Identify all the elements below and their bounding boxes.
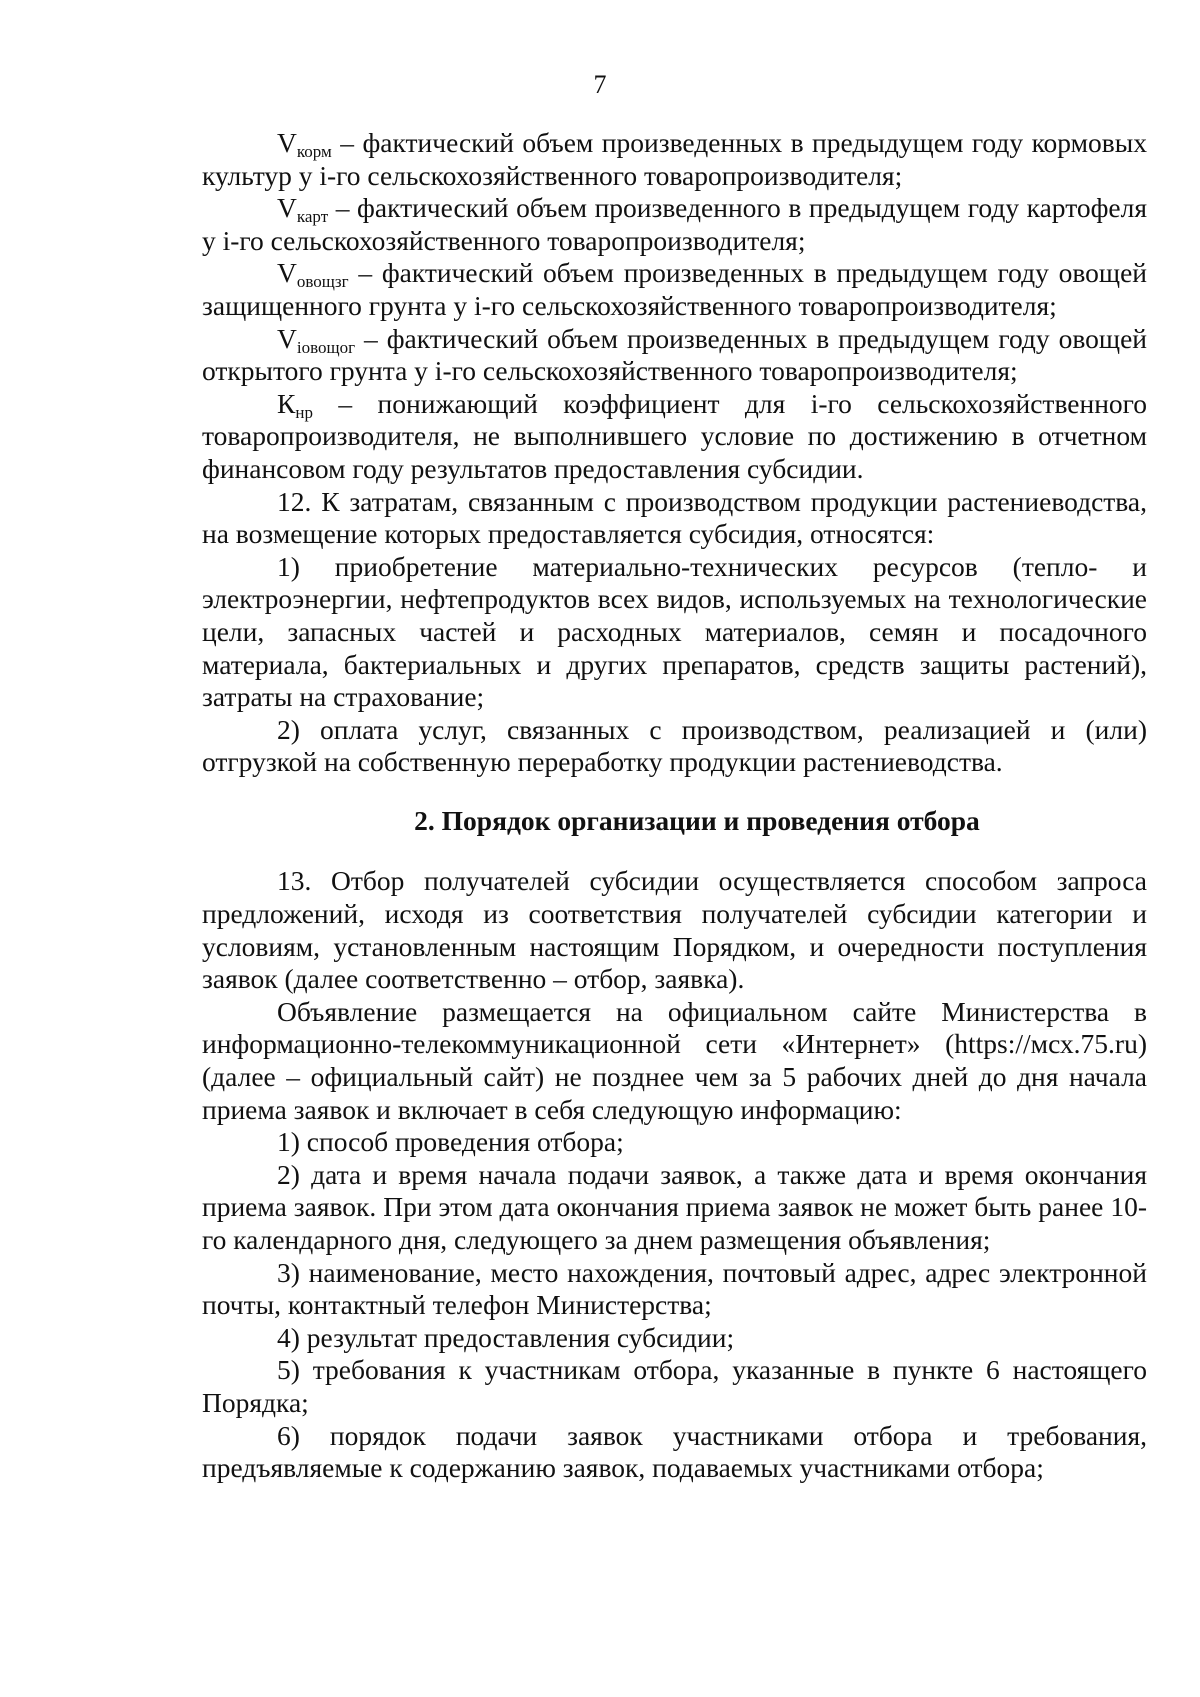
paragraph-13: 13. Отбор получателей субсидии осуществляется способом запроса предложений, исходя из соответствия получателей субсидии категории и условиям, установленным настоящим Порядком, и очередности поступления заявок (далее соответственно – отбор, заявка). (202, 865, 1147, 995)
definition-text: – фактический объем произведенных в предыдущем году овощей открытого грунта у i-го сельскохозяйственного товаропроизводителя; (202, 322, 1147, 387)
definition-symbol: V (277, 322, 297, 354)
definition-text: – фактический объем произведенных в предыдущем году кормовых культур у i-го сельскохозяйственного товаропроизводителя; (202, 127, 1147, 191)
definition-text: – фактический объем произведенного в предыдущем году картофеля у i-го сельскохозяйственного товаропроизводителя; (202, 192, 1147, 256)
definition-v-kart (202, 192, 1147, 257)
definition-subscript: карт (296, 207, 329, 227)
announcement-paragraph: Объявление размещается на официальном сайте Министерства в информационно-телекоммуникационной сети «Интернет» (https://мсх.75.ru) (далее – официальный сайт) не позднее чем за 5 рабочих дней до дня начала приема заявок и включает в себя следующую информацию: (202, 995, 1147, 1125)
definition-subscript: овощзг (296, 272, 349, 292)
definition-subscript: нр (295, 402, 313, 422)
definition-symbol: К (277, 387, 296, 419)
announcement-item-6: 6) порядок подачи заявок участниками отбора и требования, предъявляемые к содержанию заявок, подаваемых участниками отбора; (202, 1419, 1147, 1484)
definition-v-korm (202, 127, 1147, 192)
paragraph-12-item-2: 2) оплата услуг, связанных с производством, реализацией и (или) отгрузкой на собственную переработку продукции растениеводства. (202, 713, 1147, 778)
definition-v-ovoshzg (202, 257, 1147, 322)
announcement-item-1: 1) способ проведения отбора; (277, 1126, 624, 1158)
announcement-item-2: 2) дата и время начала подачи заявок, а также дата и время окончания приема заявок. При этом дата окончания приема заявок не может быть ранее 10-го календарного дня, следующего за днем размещения объявления; (202, 1158, 1147, 1255)
announcement-item-4: 4) результат предоставления субсидии; (277, 1321, 735, 1353)
definition-symbol: V (277, 257, 297, 289)
definition-k-nr (202, 388, 1147, 486)
definition-subscript: iовощог (296, 337, 356, 357)
document-body (202, 127, 1147, 1485)
definition-text: – понижающий коэффициент для i-го сельскохозяйственного товаропроизводителя, не выполнившего условие по достижению в отчетном финансовом году результатов предоставления субсидии. (202, 387, 1147, 484)
definition-symbol: V (277, 192, 297, 224)
definition-symbol: V (277, 127, 297, 158)
paragraph-12: 12. К затратам, связанным с производством продукции растениеводства, на возмещение которых предоставляется субсидия, относятся: (202, 485, 1147, 550)
announcement-item-3: 3) наименование, место нахождения, почтовый адрес, адрес электронной почты, контактный телефон Министерства; (202, 1256, 1147, 1321)
section-heading: 2. Порядок организации и проведения отбора (414, 804, 980, 836)
definition-subscript: корм (296, 142, 332, 161)
definition-text: – фактический объем произведенных в предыдущем году овощей защищенного грунта у i-го сельскохозяйственного товаропроизводителя; (202, 257, 1147, 321)
announcement-item-5: 5) требования к участникам отбора, указанные в пункте 6 настоящего Порядка; (202, 1354, 1147, 1418)
paragraph-12-item-1: 1) приобретение материально-технических ресурсов (тепло- и электроэнергии, нефтепродуктов всех видов, используемых на технологические цели, запасных частей и расходных материалов, семян и посадочного материала, бактериальных и других препаратов, средств защиты растений), затраты на страхование; (202, 550, 1147, 713)
page-number: 7 (593, 70, 607, 99)
definition-v-iovoshog (202, 323, 1147, 388)
